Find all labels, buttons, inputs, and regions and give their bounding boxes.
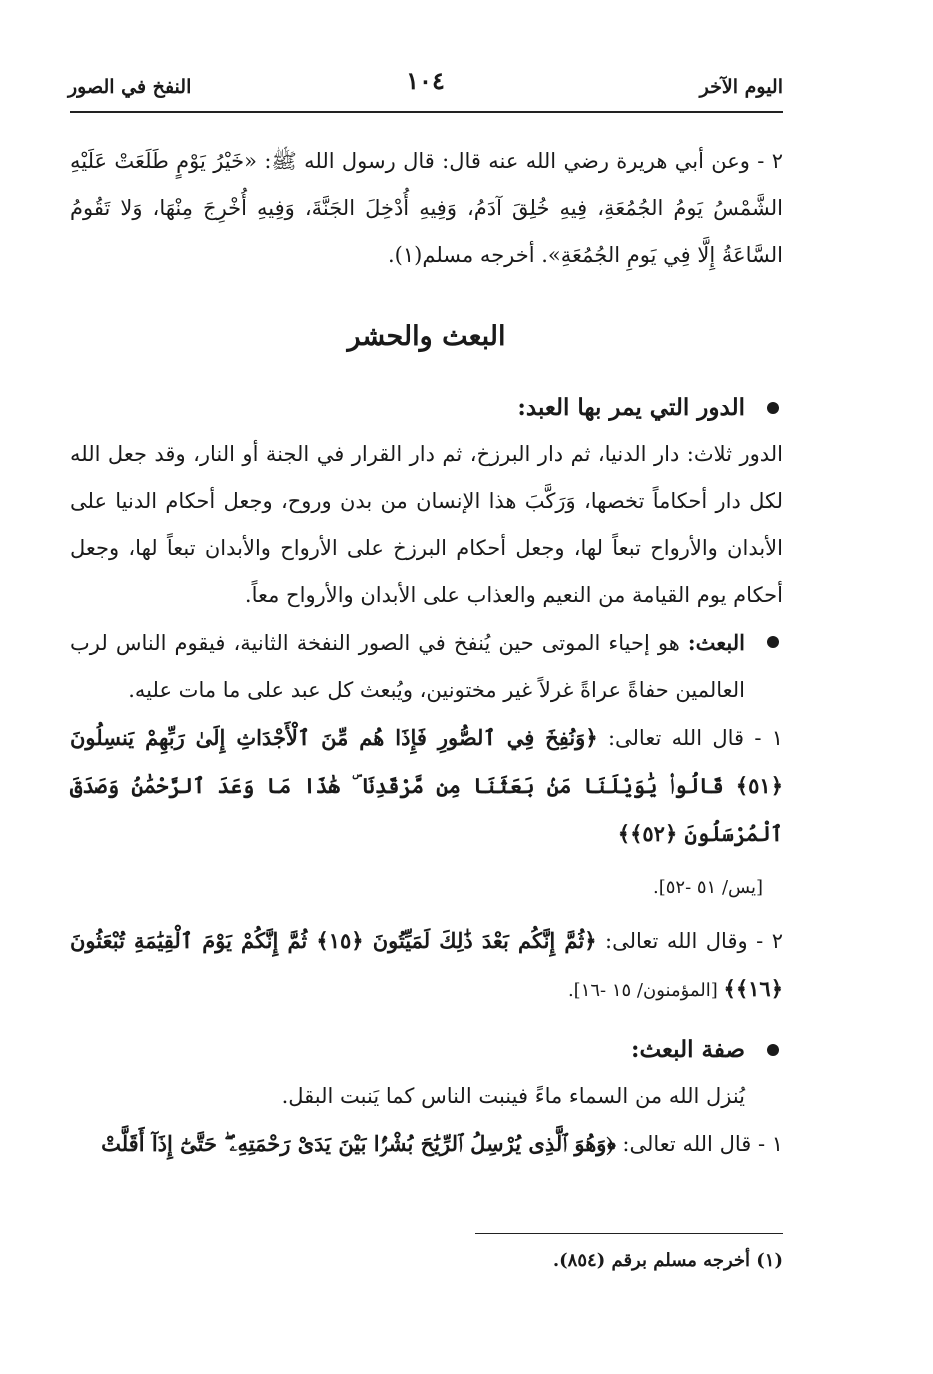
resurrection-definition xyxy=(70,619,783,714)
term-label: البعث: xyxy=(687,630,745,655)
quran-text: ﴿ثُمَّ إِنَّكُم بَعْدَ ذَٰلِكَ لَمَيِّتُونَ ﴿١٥﴾ ثُمَّ إِنَّكُمْ يَوْمَ ٱلْقِيَٰمَةِ تُبْعَثُونَ ﴿١٦﴾﴾ xyxy=(70,928,783,1001)
verse-reference: [يس/ ٥١ -٥٢]. xyxy=(652,877,763,898)
footnote: (١) أخرجه مسلم برقم (٨٥٤). xyxy=(552,1250,783,1271)
running-head-book-title: اليوم الآخر xyxy=(699,76,783,98)
bullet-icon xyxy=(767,1044,779,1056)
quran-text: ﴿وَهُوَ ٱلَّذِى يُرْسِلُ ٱلرِّيَٰحَ بُشْرًۢا بَيْنَ يَدَىْ رَحْمَتِهِۦ ۖ حَتَّىٰٓ إِذَآ أَقَلَّتْ xyxy=(101,1131,616,1156)
section-heading-label: صفة البعث: xyxy=(630,1036,745,1063)
abodes-paragraph: الدور ثلاث: دار الدنيا، ثم دار البرزخ، ثم دار القرار في الجنة أو النار، وقد جعل الله لكل دار أحكاماً تخصها، وَرَكَّبَ هذا الإنسان من بدن وروح، وجعل أحكام الدنيا على الأبدان والأرواح تبعاً لها، وجعل أحكام البرزخ على الأرواح والأبدان تبعاً لها، وجعل أحكام يوم القيامة من النعيم والعذاب على الأبدان والأرواح معاً. xyxy=(70,442,783,607)
header-rule xyxy=(70,111,783,113)
verse-prefix: ٢ - وقال الله تعالى: xyxy=(596,929,783,953)
definition-text: هو إحياء الموتى حين يُنفخ في الصور النفخة الثانية، فيقوم الناس لرب العالمين حفاةً عراةً غرلاً غير مختونين، ويُبعث كل عبد على ما مات عليه. xyxy=(70,631,745,702)
verse-prefix: ١ - قال الله تعالى: xyxy=(597,726,783,750)
page-body xyxy=(70,138,783,1168)
hadith-paragraph: ٢ - وعن أبي هريرة رضي الله عنه قال: قال رسول الله ﷺ: «خَيْرُ يَوْمٍ طَلَعَتْ عَلَيْهِ الشَّمْسُ يَومُ الجُمُعَةِ، فِيهِ خُلِقَ آدَمُ، وَفِيهِ أُدْخِلَ الجَنَّةَ، وَفِيهِ أُخْرِجَ مِنْهَا، وَلا تَقُومُ السَّاعَةُ إِلَّا فِي يَومِ الجُمُعَةِ». أخرجه مسلم(١). xyxy=(70,149,783,267)
footnote-rule xyxy=(475,1233,783,1234)
section-heading-abodes xyxy=(70,384,783,431)
bullet-icon xyxy=(767,636,779,648)
running-head-chapter-title: النفخ في الصور xyxy=(68,76,192,98)
section-heading-label: الدور التي يمر بها العبد: xyxy=(517,394,745,421)
page-header xyxy=(68,66,783,106)
verse-item-2 xyxy=(70,917,783,1014)
bullet-icon xyxy=(767,402,779,414)
verse-item-3 xyxy=(70,1120,783,1168)
verse-item-1 xyxy=(70,714,783,858)
section-title: البعث والحشر xyxy=(347,321,506,352)
page-number: ١٠٤ xyxy=(406,66,445,95)
description-paragraph: يُنزل الله من السماء ماءً فينبت الناس كما يَنبت البقل. xyxy=(281,1084,745,1108)
verse-prefix: ١ - قال الله تعالى: xyxy=(615,1132,783,1156)
section-heading-description xyxy=(70,1026,783,1073)
verse-reference: [المؤمنون/ ١٥ -١٦]. xyxy=(567,980,724,1001)
quran-text: ﴿وَنُفِخَ فِي ٱلصُّورِ فَإِذَا هُم مِّنَ ٱلْأَجْدَاثِ إِلَىٰ رَبِّهِمْ يَنسِلُونَ ﴿٥١﴾ قَالُوا۟ يَٰوَيْلَنَا مَنۢ بَعَثَنَا مِن مَّرْقَدِنَا ۜ هَٰذَا مَا وَعَدَ ٱلرَّحْمَٰنُ وَصَدَقَ ٱلْمُرْسَلُونَ ﴿٥٢﴾﴾ xyxy=(70,725,783,846)
